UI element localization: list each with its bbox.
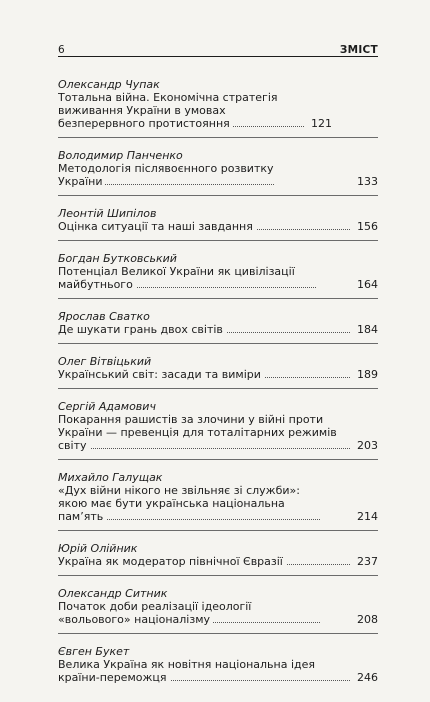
- header-rule: [58, 56, 378, 57]
- entry-page: 208: [357, 613, 378, 626]
- entry-author: Юрій Олійник: [58, 542, 138, 555]
- section-title: ЗМІСТ: [339, 44, 378, 56]
- toc-entry[interactable]: [58, 542, 378, 576]
- entry-title-wrap: [58, 484, 320, 523]
- entry-title-wrap: [58, 600, 320, 626]
- page-header: [58, 36, 378, 56]
- entry-title-wrap: [58, 658, 350, 684]
- entry-title-wrap: [58, 265, 316, 291]
- entry-page: 237: [357, 555, 378, 568]
- entry-page: 246: [357, 671, 378, 684]
- entry-page: 133: [357, 175, 378, 188]
- entry-title: Тотальна війна. Економічна стратегія виживання України в умовах безперервного протистояння: [58, 91, 278, 130]
- entry-page: 121: [311, 117, 332, 130]
- entry-author: Володимир Панченко: [58, 149, 183, 162]
- entry-page: 203: [357, 439, 378, 452]
- entry-author: Михайло Галущак: [58, 471, 163, 484]
- entry-title: Початок доби реалізації ідеології «вольового» націоналізму: [58, 600, 252, 626]
- toc-entry[interactable]: [58, 207, 378, 241]
- toc-entry[interactable]: [58, 587, 378, 634]
- entry-author: Олег Вітвіцький: [58, 355, 152, 368]
- entry-title-wrap: [58, 220, 350, 233]
- toc-entry[interactable]: [58, 310, 378, 344]
- entry-title-wrap: [58, 91, 304, 130]
- entry-title: Велика Україна як новітня національна ідея країни-переможця: [58, 658, 315, 684]
- entry-author: Євген Букет: [58, 645, 130, 658]
- toc-entry[interactable]: [58, 400, 378, 460]
- entry-title: Український світ: засади та виміри: [58, 368, 264, 381]
- entry-title: Де шукати грань двох світів: [58, 323, 226, 336]
- entry-title-wrap: [58, 413, 350, 452]
- entry-title: Україна як модератор північної Євразії: [58, 555, 286, 568]
- entry-author: Ярослав Сватко: [58, 310, 150, 323]
- toc-entry[interactable]: [58, 252, 378, 299]
- entry-page: 214: [357, 510, 378, 523]
- entry-title: Методологія післявоєнного розвитку України: [58, 162, 274, 188]
- toc-entry[interactable]: [58, 78, 378, 138]
- page-number: 6: [58, 44, 65, 56]
- table-of-contents: [58, 78, 378, 702]
- entry-title: «Дух війни нікого не звільняє зі служби»: якою має бути українська національна пам’ять: [58, 484, 300, 523]
- entry-page: 184: [357, 323, 378, 336]
- entry-author: Олександр Чупак: [58, 78, 160, 91]
- toc-entry[interactable]: [58, 149, 378, 196]
- entry-page: 189: [357, 368, 378, 381]
- entry-title: Потенціал Великої України як цивілізації майбутнього: [58, 265, 295, 291]
- entry-title-wrap: [58, 323, 350, 336]
- entry-title-wrap: [58, 162, 274, 188]
- entry-author: Леонтій Шипілов: [58, 207, 157, 220]
- entry-title-wrap: [58, 555, 350, 568]
- entry-author: Олександр Ситник: [58, 587, 168, 600]
- entry-title: Покарання рашистів за злочини у війні проти України — превенція для тоталітарних режимів світу: [58, 413, 337, 452]
- toc-entry[interactable]: [58, 645, 378, 691]
- entry-author: Сергій Адамович: [58, 400, 156, 413]
- entry-author: Богдан Бутковський: [58, 252, 177, 265]
- entry-page: 156: [357, 220, 378, 233]
- entry-page: 164: [357, 278, 378, 291]
- toc-entry[interactable]: [58, 471, 378, 531]
- entry-title-wrap: [58, 368, 350, 381]
- entry-title: Оцінка ситуації та наші завдання: [58, 220, 256, 233]
- toc-entry[interactable]: [58, 355, 378, 389]
